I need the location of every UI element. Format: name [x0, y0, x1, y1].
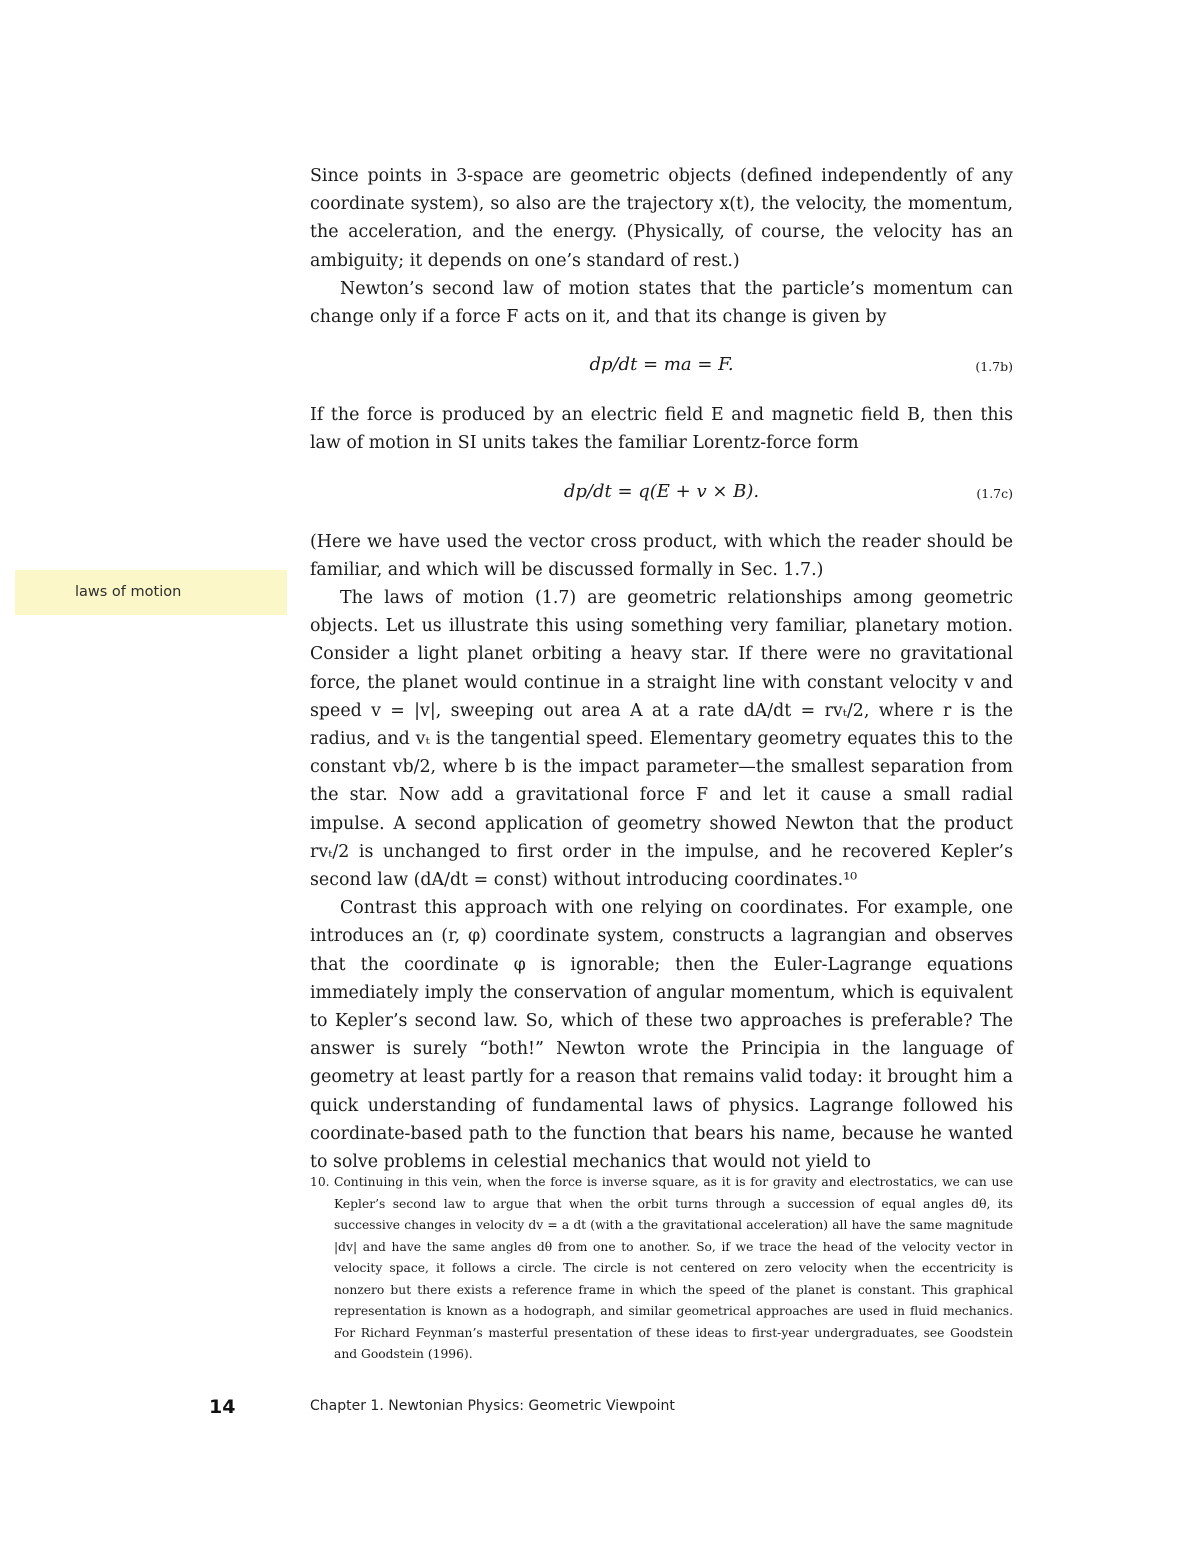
- page-number: 14: [209, 1396, 236, 1418]
- paragraph-5: The laws of motion (1.7) are geometric relationships among geometric objects. Let us illustrate this using something very familiar, planetary motion. Consider a light planet orbiting a heavy star. If there were no gravitational force, the planet would continue in a straight line with constant velocity v and speed v = |v|, sweeping out area A at a rate dA/dt = rvₜ/2, where r is the radius, and vₜ is the tangential speed. Elementary geometry equates this to the constant vb/2, where b is the impact parameter—the smallest separation from the star. Now add a gravitational force F and let it cause a small radial impulse. A second application of geometry showed Newton that the product rvₜ/2 is unchanged to first order in the impulse, and he recovered Kepler’s second law (dA/dt = const) without introducing coordinates.¹⁰: [310, 588, 1013, 891]
- paragraph-3: If the force is produced by an electric field E and magnetic field B, then this law of motion in SI units takes the familiar Lorentz-force form: [310, 405, 1013, 454]
- running-footer-title: Chapter 1. Newtonian Physics: Geometric Viewpoint: [310, 1398, 675, 1414]
- equation-formula: dp/dt = q(E + v × B).: [563, 480, 760, 502]
- equation-number: (1.7c): [976, 485, 1013, 501]
- footnote-number: 10.: [310, 1175, 330, 1189]
- footnote-text: Continuing in this vein, when the force is inverse square, as it is for gravity and electrostatics, we can use Kepler’s second law to argue that when the orbit turns through a succession of equal angles dθ, its successive changes in velocity dv = a dt (with a the gravitational acceleration) all have the same magnitude |dv| and have the same angles dθ from one to another. So, if we trace the head of the velocity vector in velocity space, it follows a circle. The circle is not centered on zero velocity when the eccentricity is nonzero but there exists a reference frame in which the speed of the planet is constant. This graphical representation is known as a hodograph, and similar geometrical approaches are used in fluid mechanics. For Richard Feynman’s masterful presentation of these ideas to first-year undergraduates, see Goodstein and Goodstein (1996).: [334, 1175, 1013, 1361]
- equation-1-7b: [310, 351, 1013, 379]
- paragraph-1: Since points in 3-space are geometric objects (defined independently of any coordinate system), so also are the trajectory x(t), the velocity, the momentum, the acceleration, and the energy. (Physically, of course, the velocity has an ambiguity; it depends on one’s standard of rest.): [310, 166, 1013, 271]
- paragraph-6: Contrast this approach with one relying on coordinates. For example, one introduces an (r, φ) coordinate system, constructs a lagrangian and observes that the coordinate φ is ignorable; then the Euler-Lagrange equations immediately imply the conservation of angular momentum, which is equivalent to Kepler’s second law. So, which of these two approaches is preferable? The answer is surely “both!” Newton wrote the Principia in the language of geometry at least partly for a reason that remains valid today: it brought him a quick understanding of fundamental laws of physics. Lagrange followed his coordinate-based path to the function that bears his name, because he wanted to solve problems in celestial mechanics that would not yield to: [310, 898, 1013, 1173]
- equation-number: (1.7b): [975, 359, 1013, 375]
- footnote-10: [310, 1172, 1013, 1366]
- equation-1-7c: [310, 478, 1013, 506]
- margin-note: laws of motion: [15, 570, 287, 615]
- main-text-column: [310, 162, 1013, 1176]
- equation-formula: dp/dt = ma = F.: [589, 354, 734, 376]
- paragraph-4: (Here we have used the vector cross product, with which the reader should be familiar, and which will be discussed formally in Sec. 1.7.): [310, 531, 1013, 580]
- paragraph-2: Newton’s second law of motion states that the particle’s momentum can change only if a force F acts on it, and that its change is given by: [310, 278, 1013, 328]
